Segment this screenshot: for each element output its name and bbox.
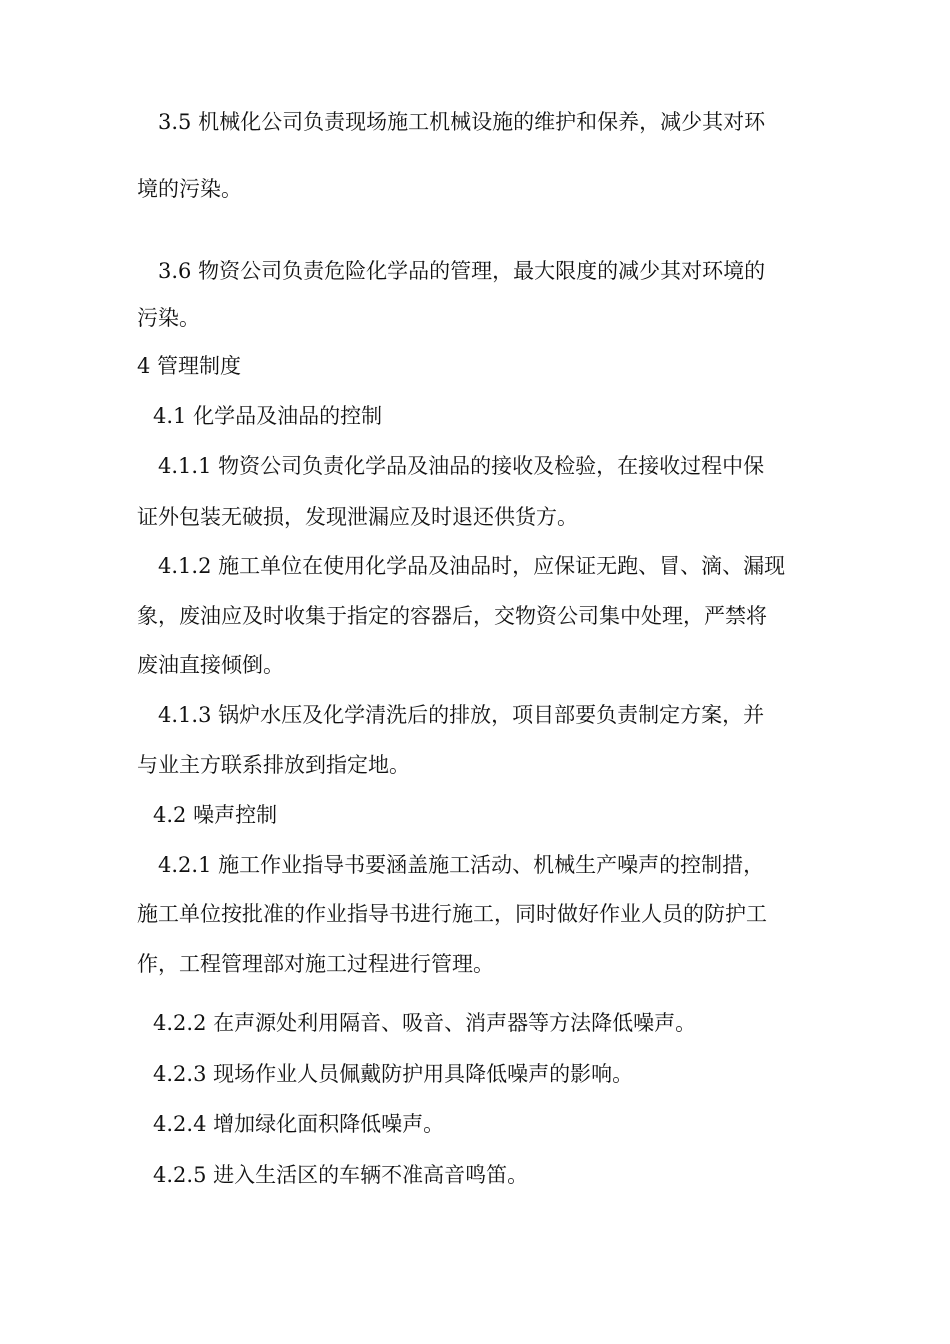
para-4-1-2-line-1: 4.1.2 施工单位在使用化学品及油品时，应保证无跑、冒、滴、漏现 xyxy=(158,554,786,578)
para-3-6-line-1: 3.6 物资公司负责危险化学品的管理，最大限度的减少其对环境的 xyxy=(158,259,766,283)
para-4-2-1-line-3: 作，工程管理部对施工过程进行管理。 xyxy=(137,952,494,976)
para-4-1-1-line-1: 4.1.1 物资公司负责化学品及油品的接收及检验，在接收过程中保 xyxy=(158,454,765,478)
heading-4: 4 管理制度 xyxy=(137,354,242,378)
heading-4-2: 4.2 噪声控制 xyxy=(153,803,278,827)
para-3-5-line-1: 3.5 机械化公司负责现场施工机械设施的维护和保养，减少其对环 xyxy=(158,110,766,134)
para-4-1-1-line-2: 证外包装无破损，发现泄漏应及时退还供货方。 xyxy=(137,505,578,529)
para-4-1-2-line-3: 废油直接倾倒。 xyxy=(137,653,284,677)
para-4-2-5: 4.2.5 进入生活区的车辆不准高音鸣笛。 xyxy=(153,1163,529,1187)
para-4-2-2: 4.2.2 在声源处利用隔音、吸音、消声器等方法降低噪声。 xyxy=(153,1011,697,1035)
para-4-1-2-line-2: 象，废油应及时收集于指定的容器后，交物资公司集中处理，严禁将 xyxy=(137,604,767,628)
para-3-5-line-2: 境的污染。 xyxy=(137,177,242,201)
para-4-2-3: 4.2.3 现场作业人员佩戴防护用具降低噪声的影响。 xyxy=(153,1062,634,1086)
para-3-6-line-2: 污染。 xyxy=(137,306,200,330)
heading-4-1: 4.1 化学品及油品的控制 xyxy=(153,404,383,428)
para-4-1-3-line-1: 4.1.3 锅炉水压及化学清洗后的排放，项目部要负责制定方案，并 xyxy=(158,703,765,727)
para-4-2-4: 4.2.4 增加绿化面积降低噪声。 xyxy=(153,1112,445,1136)
para-4-2-1-line-1: 4.2.1 施工作业指导书要涵盖施工活动、机械生产噪声的控制措， xyxy=(158,853,765,877)
para-4-1-3-line-2: 与业主方联系排放到指定地。 xyxy=(137,753,410,777)
para-4-2-1-line-2: 施工单位按批准的作业指导书进行施工，同时做好作业人员的防护工 xyxy=(137,902,767,926)
